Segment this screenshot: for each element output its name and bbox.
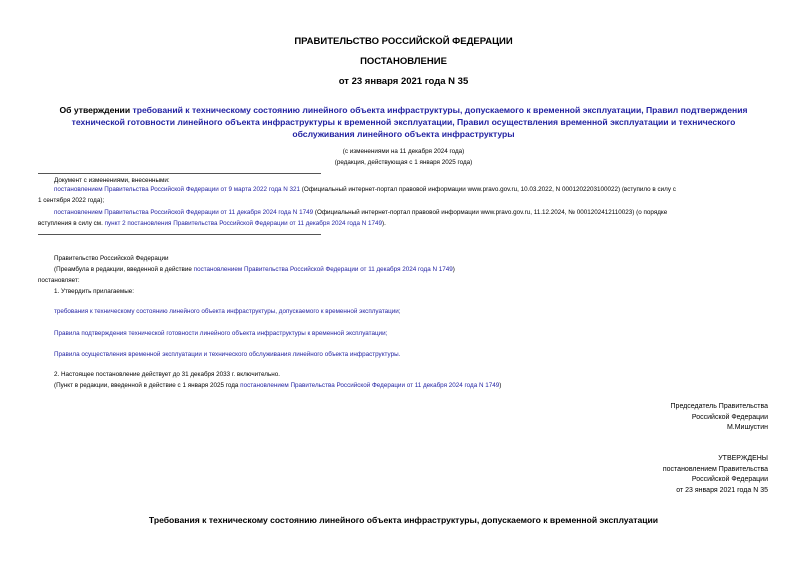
changes-intro: Документ с изменениями, внесенными: [54, 177, 170, 184]
changes-item-1-cont: 1 сентября 2022 года); [38, 197, 105, 204]
signature-line-3: М.Мишустин [726, 424, 768, 431]
preamble-note-text: (Преамбула в редакции, введенной в действие [54, 266, 194, 273]
changes-item-2-cont-text: вступления в силу см. [38, 220, 105, 227]
divider-bottom [38, 234, 321, 235]
body-item-1: 1. Утвердить прилагаемые: [54, 288, 134, 295]
changes-item-2 [38, 207, 770, 229]
title-link-line3[interactable]: обслуживания линейного объекта инфраструктуры [292, 129, 515, 139]
body-item-2: 2. Настоящее постановление действует до 31 декабря 2033 г. включительно. [54, 371, 280, 378]
title-prefix: Об утверждении [59, 105, 133, 115]
divider-top [38, 173, 321, 174]
changes-item-2-link[interactable]: постановлением Правительства Российской Федерации от 11 декабря 2024 года N 1749 [54, 209, 314, 216]
signature-line-2: Российской Федерации [691, 413, 768, 421]
approved-line-1: УТВЕРЖДЕНЫ [718, 455, 768, 462]
item-2-note-end: ) [499, 382, 502, 389]
approved-block [560, 454, 768, 496]
preamble-note-link[interactable]: постановлением Правительства Российской Федерации от 11 декабря 2024 года N 1749 [193, 266, 453, 273]
approved-list-link-2[interactable]: Правила подтверждения технической готовности линейного объекта инфраструктуры к временной эксплуатации; [54, 330, 388, 337]
document-date-number: от 23 января 2021 года N 35 [338, 76, 469, 87]
body-gov: Правительство Российской Федерации [54, 255, 169, 262]
approved-line-2: постановлением Правительства [662, 465, 768, 473]
changes-item-1 [38, 184, 770, 206]
changes-item-1-text: (Официальный интернет-портал правовой информации www.pravo.gov.ru, 10.03.2022, N 0001202203100022) (вступило в силу с [300, 186, 676, 193]
body-resolves: постановляет: [38, 277, 80, 284]
requirements-title: Требования к техническому состоянию линейного объекта инфраструктуры, допускаемого к временной эксплуатации [148, 515, 659, 525]
document-type: ПОСТАНОВЛЕНИЕ [360, 56, 447, 67]
approved-list-link-3[interactable]: Правила осуществления временной эксплуатации и технического обслуживания линейного объекта инфраструктуры. [54, 351, 401, 358]
changes-item-1-link[interactable]: постановлением Правительства Российской Федерации от 9 марта 2022 года N 321 [54, 186, 301, 193]
title-link-line1[interactable]: требований к техническому состоянию линейного объекта инфраструктуры, допускаемого к временной эксплуатации, Правил подтверждения [132, 105, 748, 115]
changes-item-2-text: (Официальный интернет-портал правовой информации www.pravo.gov.ru, 11.12.2024, № 0001202412110023) (о порядке [313, 209, 668, 216]
body-item-2-note [54, 380, 501, 391]
signature-line-1: Председатель Правительства [670, 403, 768, 410]
edition-current: (редакция, действующая с 1 января 2025 года) [334, 159, 473, 166]
government-heading: ПРАВИТЕЛЬСТВО РОССИЙСКОЙ ФЕДЕРАЦИИ [294, 36, 513, 47]
approved-list-link-1[interactable]: требования к техническому состоянию линейного объекта инфраструктуры, допускаемого к временной эксплуатации; [54, 308, 401, 315]
body-preamble-note [54, 264, 455, 275]
title-link-line2[interactable]: технической готовности линейного объекта инфраструктуры к временной эксплуатации, Правил осуществления временной эксплуатации и технического [71, 117, 736, 127]
edition-changes: (с изменениями на 11 декабря 2024 года) [342, 148, 465, 155]
changes-item-2-cont-link[interactable]: пункт 2 постановления Правительства Российской Федерации от 11 декабря 2024 года N 1749 [104, 220, 383, 227]
changes-item-2-cont-end: ). [382, 220, 386, 227]
approved-line-3: Российской Федерации [691, 476, 768, 483]
item-2-note-text: (Пункт в редакции, введенной в действие с 1 января 2025 года [54, 382, 241, 389]
document-title [0, 104, 807, 140]
signature-block [560, 402, 768, 434]
approved-line-4: от 23 января 2021 года N 35 [676, 486, 768, 494]
item-2-note-link[interactable]: постановлением Правительства Российской Федерации от 11 декабря 2024 года N 1749 [240, 382, 500, 389]
preamble-note-end: ) [452, 266, 455, 273]
